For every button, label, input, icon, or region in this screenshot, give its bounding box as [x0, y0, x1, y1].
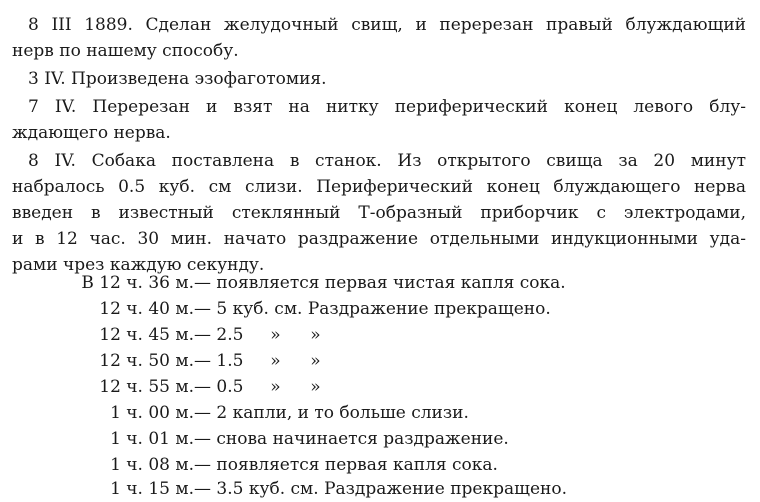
log-text: — 0.5	[194, 377, 244, 397]
log-entry	[60, 374, 329, 400]
log-text: — 3.5 куб. см. Раздражение прекращено.	[194, 479, 567, 499]
log-entry	[60, 400, 469, 426]
log-time: 12 ч. 50 м.	[99, 351, 194, 371]
paragraph-3-line-2: ждающего нерва.	[12, 123, 171, 143]
paragraph-1-line-1: 8 III 1889. Сделан желудочный свищ, и перерезан правый блуждающий	[28, 15, 746, 35]
log-entry	[60, 296, 551, 322]
log-entry	[60, 452, 498, 478]
paragraph-4-line-3: введен в известный стеклянный Т-образный приборчик с электродами,	[12, 203, 746, 223]
log-time: 12 ч. 45 м.	[99, 325, 194, 345]
log-time: 1 ч. 01 м.	[110, 429, 194, 449]
log-text: — появляется первая капля сока.	[194, 455, 498, 475]
log-time: В 12 ч. 36 м.	[81, 273, 194, 293]
log-text: — 2 капли, и то больше слизи.	[194, 403, 469, 423]
ditto-mark: »	[310, 325, 321, 345]
ditto-mark: »	[270, 377, 281, 397]
log-time: 1 ч. 00 м.	[110, 403, 194, 423]
paragraph-4-line-2: набралось 0.5 куб. см слизи. Периферический конец блуждающего нерва	[12, 177, 746, 197]
paragraph-1-line-2: нерв по нашему способу.	[12, 41, 239, 61]
paragraph-4-line-4: и в 12 час. 30 мин. начато раздражение отдельными индукционными уда-	[12, 229, 746, 249]
log-time: 12 ч. 55 м.	[99, 377, 194, 397]
log-entry	[60, 322, 329, 348]
log-text: — снова начинается раздражение.	[194, 429, 509, 449]
log-entry	[60, 476, 567, 502]
log-time: 1 ч. 15 м.	[110, 479, 194, 499]
log-text: — 1.5	[194, 351, 244, 371]
paragraph-3-line-1: 7 IV. Перерезан и взят на нитку периферический конец левого блу-	[28, 97, 746, 117]
paragraph-4-line-1: 8 IV. Собака поставлена в станок. Из открытого свища за 20 минут	[28, 151, 746, 171]
ditto-mark: »	[310, 377, 321, 397]
log-text: — появляется первая чистая капля сока.	[194, 273, 566, 293]
paragraph-2-line-1: 3 IV. Произведена эзофаготомия.	[28, 69, 327, 89]
ditto-mark: »	[310, 351, 321, 371]
log-entry	[60, 270, 566, 296]
ditto-mark: »	[270, 325, 281, 345]
log-time: 1 ч. 08 м.	[110, 455, 194, 475]
ditto-mark: »	[270, 351, 281, 371]
log-entry	[60, 348, 329, 374]
log-entry	[60, 426, 509, 452]
paragraph-4-line-5: рами чрез каждую секунду.	[12, 255, 265, 275]
log-text: — 2.5	[194, 325, 244, 345]
log-time: 12 ч. 40 м.	[99, 299, 194, 319]
log-text: — 5 куб. см. Раздражение прекращено.	[194, 299, 551, 319]
